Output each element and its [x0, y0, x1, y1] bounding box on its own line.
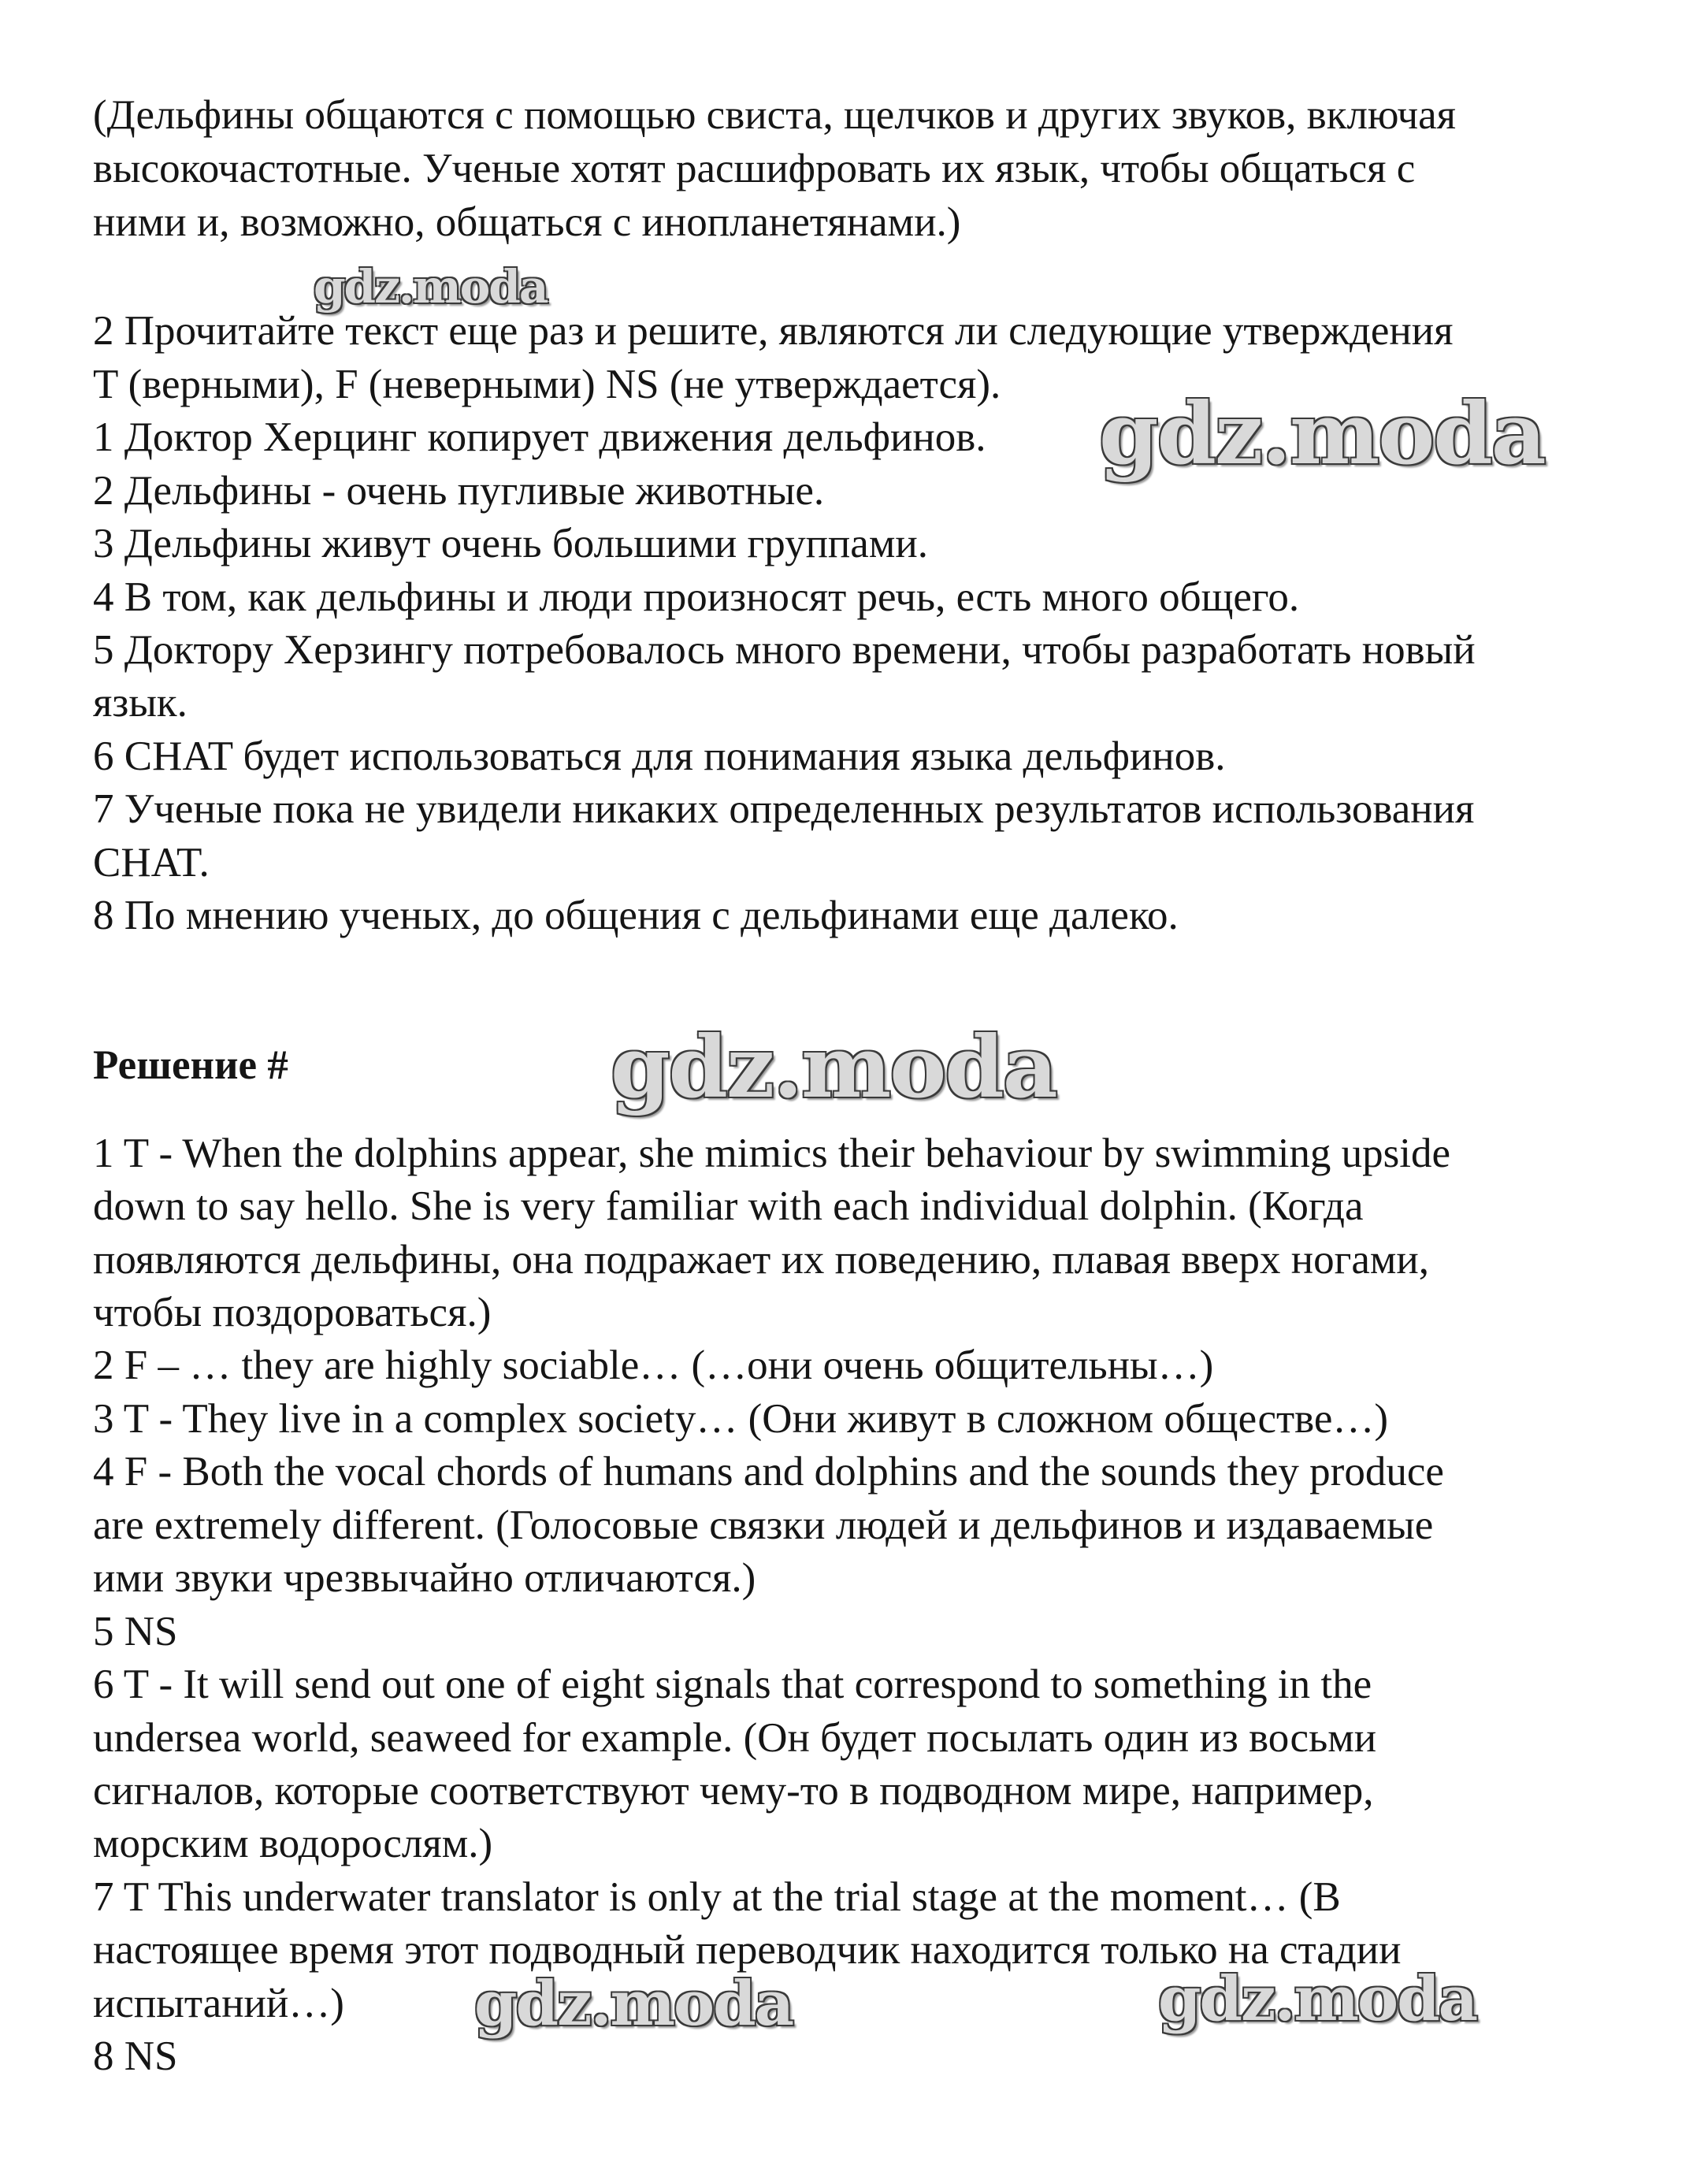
watermark-logo: gdz.moda	[474, 1968, 793, 2040]
solution-line: испытаний…)	[93, 1981, 344, 2026]
solution-line: появляются дельфины, она подражает их поведению, плавая вверх ногами,	[93, 1237, 1429, 1283]
solution-line: чтобы поздороваться.)	[93, 1290, 492, 1335]
solution-line: морским водорослям.)	[93, 1821, 493, 1866]
task-line: T (верными), F (неверными) NS (не утверждается).	[93, 362, 1001, 407]
watermark-logo: gdz.moda	[314, 260, 548, 314]
intro-line: высокочастотные. Ученые хотят расшифровать их язык, чтобы общаться с	[93, 146, 1416, 191]
solution-line: 2 F – … they are highly sociable… (…они очень общительны…)	[93, 1342, 1214, 1388]
solution-line: undersea world, seaweed for example. (Он будет посылать один из восьми	[93, 1715, 1377, 1761]
task-statement: 8 По мнению ученых, до общения с дельфинами еще далеко.	[93, 893, 1179, 938]
solution-line: are extremely different. (Голосовые связки людей и дельфинов и издаваемые	[93, 1502, 1434, 1548]
solution-line: 5 NS	[93, 1609, 178, 1654]
watermark-logo: gdz.moda	[1158, 1963, 1477, 2035]
solution-line: ими звуки чрезвычайно отличаются.)	[93, 1555, 756, 1601]
solution-line: 8 NS	[93, 2033, 178, 2079]
task-line: 2 Прочитайте текст еще раз и решите, являются ли следующие утверждения	[93, 308, 1454, 354]
task-statement: 5 Доктору Херзингу потребовалось много времени, чтобы разработать новый	[93, 627, 1476, 673]
solution-line: down to say hello. She is very familiar with each individual dolphin. (Когда	[93, 1183, 1364, 1229]
solution-line: 3 T - They live in a complex society… (Они живут в сложном обществе…)	[93, 1396, 1389, 1442]
watermark-logo: gdz.moda	[1099, 384, 1545, 484]
intro-line: (Дельфины общаются с помощью свиста, щелчков и других звуков, включая	[93, 92, 1457, 138]
task-statement: язык.	[93, 680, 188, 726]
solution-heading: Решение #	[93, 1042, 288, 1088]
task-statement: 6 CHAT будет использоваться для понимания языка дельфинов.	[93, 733, 1226, 779]
solution-line: настоящее время этот подводный переводчик находится только на стадии	[93, 1927, 1402, 1973]
solution-line: 4 F - Both the vocal chords of humans and dolphins and the sounds they produce	[93, 1449, 1444, 1495]
solution-line: 1 T - When the dolphins appear, she mimics their behaviour by swimming upside	[93, 1131, 1451, 1176]
task-statement: 4 В том, как дельфины и люди произносят речь, есть много общего.	[93, 574, 1300, 620]
intro-line: ними и, возможно, общаться с инопланетянами.)	[93, 199, 961, 245]
solution-line: 7 T This underwater translator is only at the trial stage at the moment… (В	[93, 1874, 1341, 1920]
solution-line: 6 T - It will send out one of eight signals that correspond to something in the	[93, 1662, 1372, 1707]
solution-line: сигналов, которые соответствуют чему-то в подводном мире, например,	[93, 1768, 1374, 1814]
watermark-logo: gdz.moda	[611, 1018, 1056, 1117]
task-statement: 3 Дельфины живут очень большими группами.	[93, 521, 928, 566]
task-statement: 7 Ученые пока не увидели никаких определенных результатов использования	[93, 786, 1475, 832]
task-statement: CHAT.	[93, 840, 210, 886]
task-statement: 2 Дельфины - очень пугливые животные.	[93, 468, 825, 514]
task-statement: 1 Доктор Херцинг копирует движения дельфинов.	[93, 414, 986, 460]
